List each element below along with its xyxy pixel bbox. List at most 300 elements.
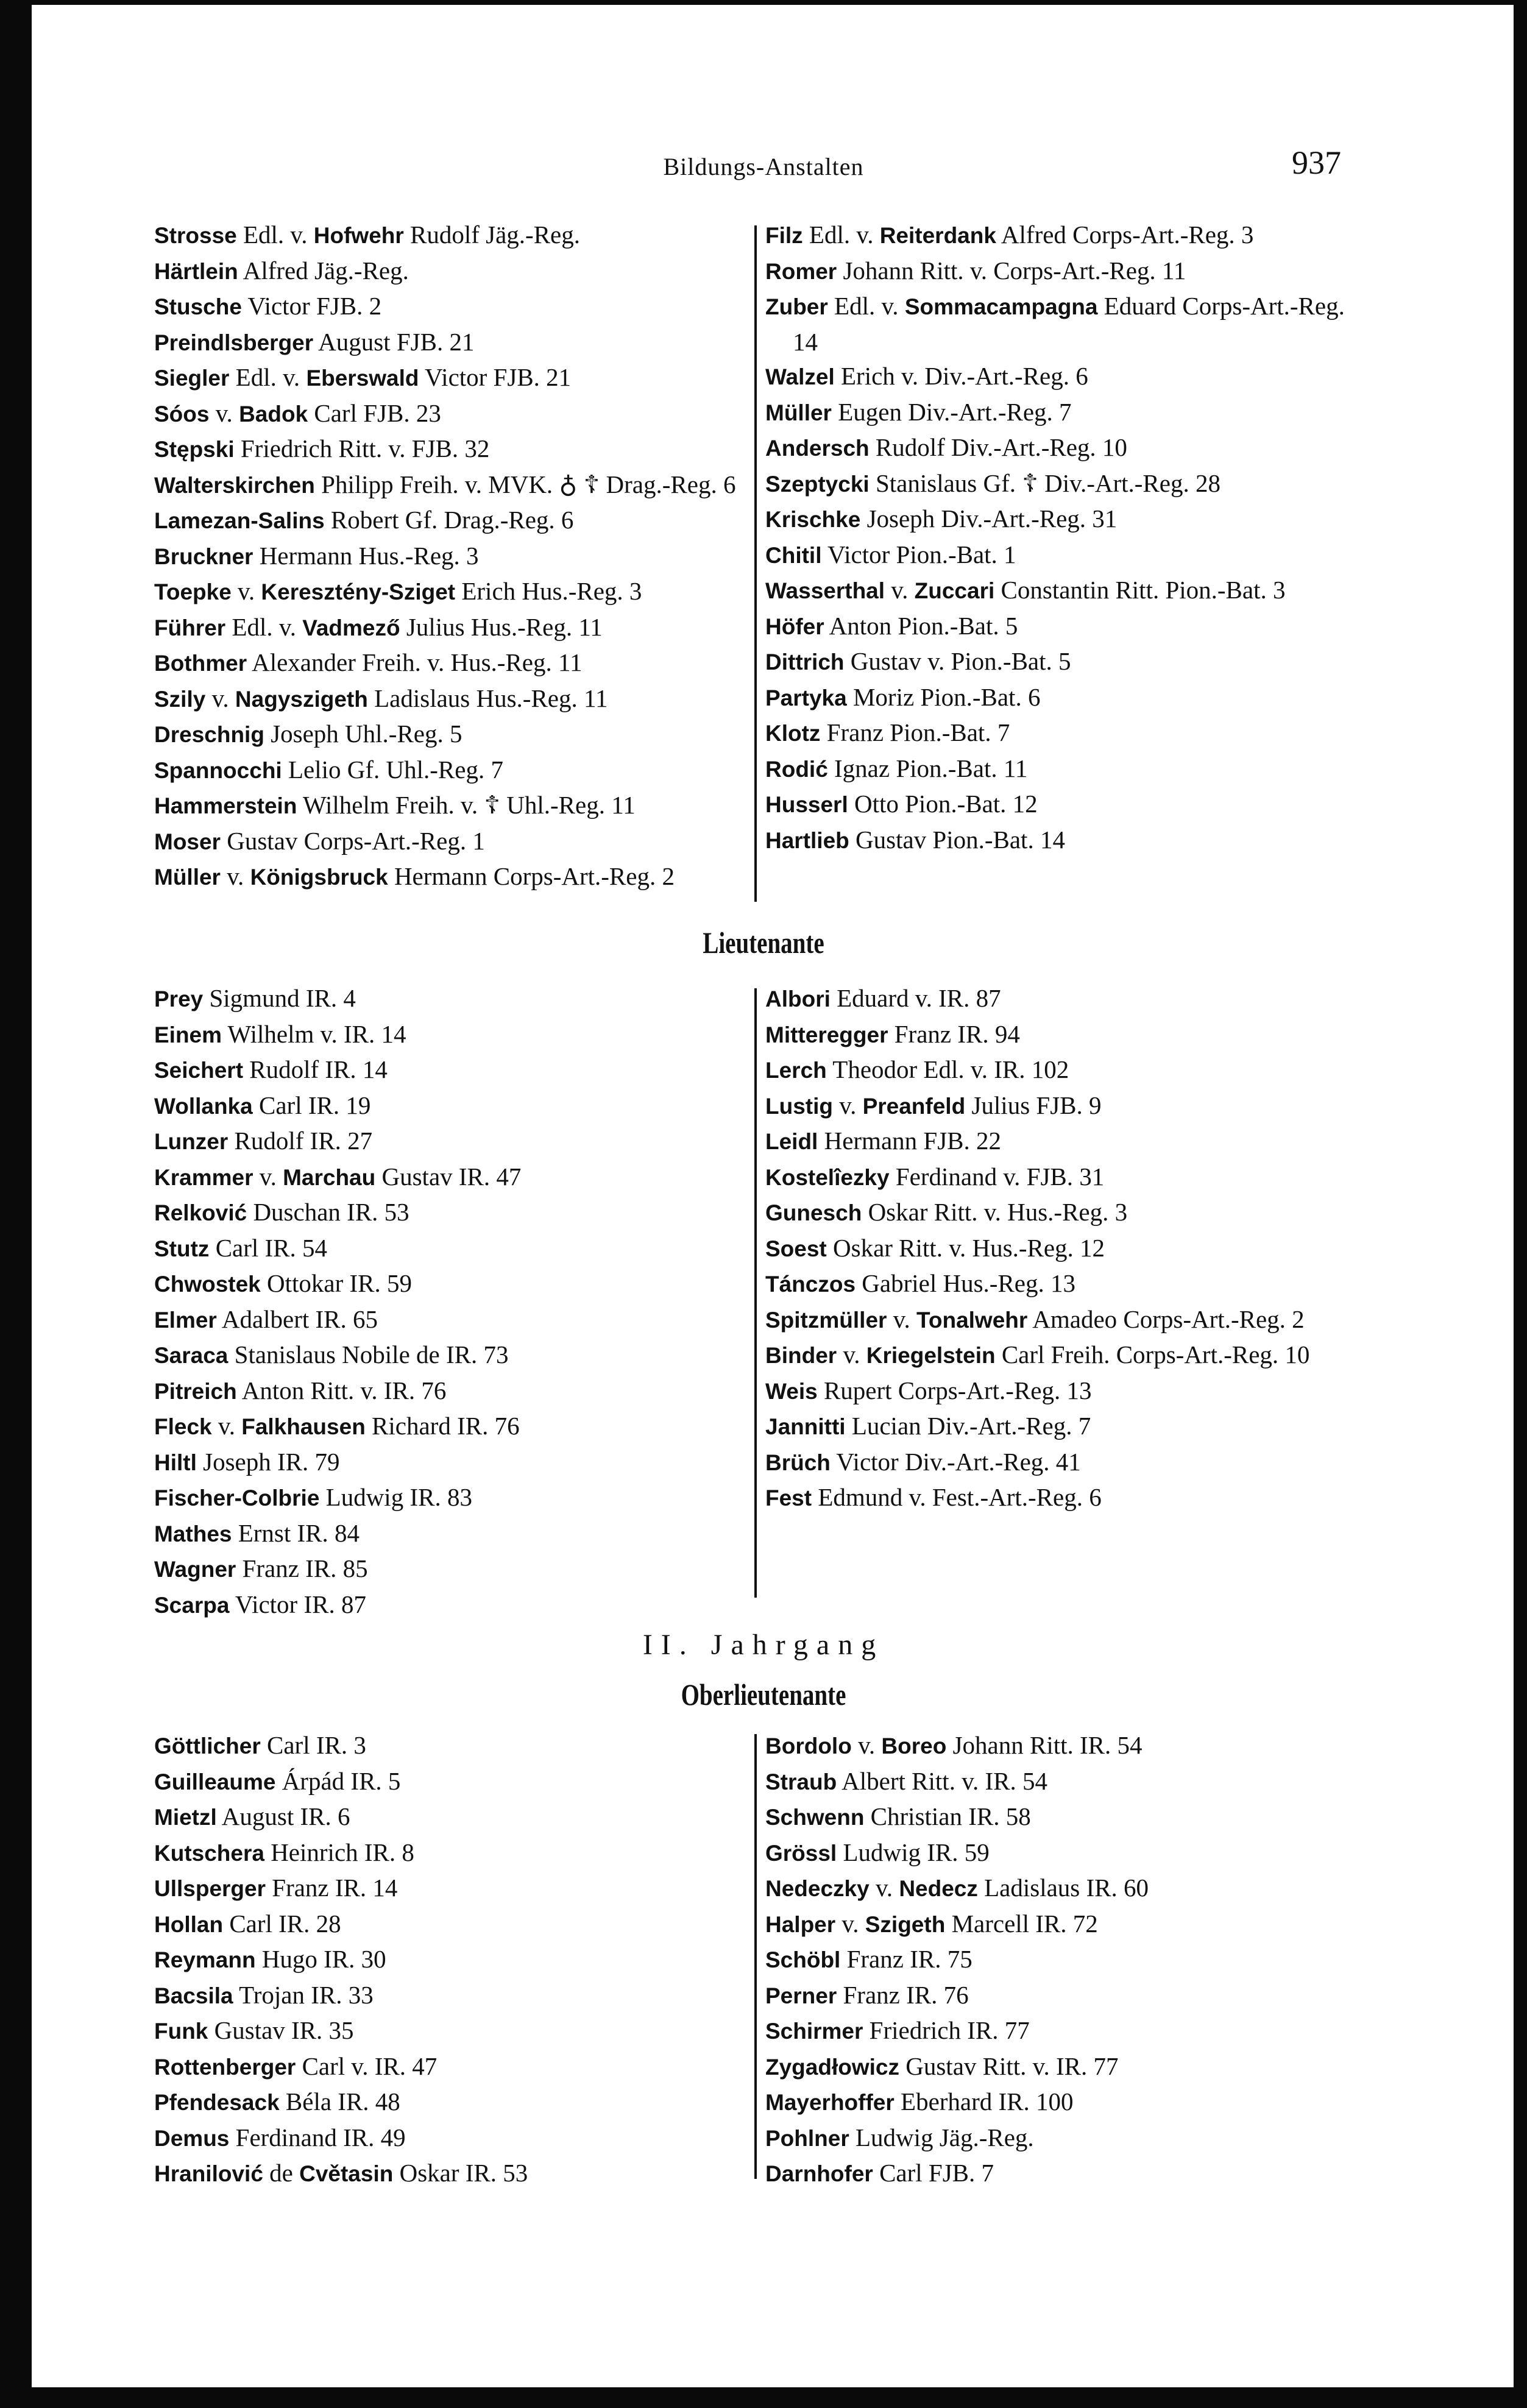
entry-surname: Sóos	[154, 401, 210, 427]
entry-surname: Siegler	[154, 366, 230, 391]
entry-details-2: Ladislaus IR. 60	[977, 1874, 1149, 1902]
entry-details-2: Carl Freih. Corps-Art.-Reg. 10	[995, 1340, 1310, 1369]
roster-entry	[765, 2156, 1369, 2192]
roster-entry	[154, 610, 751, 646]
entry-details: Trojan IR. 33	[233, 1980, 374, 2009]
roster-entry	[765, 1373, 1369, 1409]
entry-details: Rudolf IR. 27	[228, 1127, 373, 1155]
roster-entry	[765, 1409, 1369, 1445]
roster-entry	[154, 2120, 751, 2156]
roster-entry	[154, 1871, 751, 1907]
entry-predicate: Szigeth	[865, 1911, 946, 1937]
roster-entry	[154, 1017, 751, 1053]
entry-surname: Moser	[154, 829, 221, 854]
entry-surname: Reymann	[154, 1947, 256, 1972]
entry-details: Carl IR. 19	[252, 1091, 371, 1119]
roster-entry	[765, 1942, 1369, 1978]
roster-entry	[765, 537, 1369, 573]
entry-details: Otto Pion.-Bat. 12	[848, 790, 1038, 818]
entry-details: Wilhelm Freih. v. ☦ Uhl.-Reg. 11	[297, 791, 636, 819]
entry-details: Edl. v.	[827, 292, 905, 320]
entry-surname: Husserl	[765, 792, 848, 817]
entry-surname: Halper	[765, 1911, 836, 1937]
entry-surname: Chwostek	[154, 1272, 261, 1297]
entry-surname: Fleck	[154, 1414, 212, 1439]
roster-entry	[154, 467, 751, 503]
entry-details: Wilhelm v. IR. 14	[222, 1019, 406, 1048]
scan-border-bottom	[0, 2387, 1527, 2408]
roster-entry	[154, 1266, 751, 1302]
roster-entry	[154, 325, 751, 361]
entry-details: Alfred Jäg.-Reg.	[238, 256, 409, 285]
roster-entry	[765, 359, 1369, 395]
scan-border-right	[1514, 0, 1527, 2408]
entry-surname: Szily	[154, 686, 206, 712]
entry-details: v.	[209, 398, 239, 427]
roster-entry	[154, 218, 751, 253]
roster-entry	[765, 1160, 1369, 1195]
entry-surname: Schöbl	[765, 1947, 841, 1972]
entry-surname: Toepke	[154, 579, 232, 604]
entry-details: Carl FJB. 7	[873, 2159, 994, 2187]
entry-predicate: Hofwehr	[313, 223, 404, 248]
block2-right-column	[765, 981, 1369, 1516]
entry-surname: Filz	[765, 223, 803, 248]
roster-entry	[765, 253, 1369, 289]
entry-details: Carl IR. 54	[209, 1233, 328, 1262]
entry-details: Erich v. Div.-Art.-Reg. 6	[834, 362, 1088, 390]
roster-entry	[765, 823, 1369, 859]
entry-surname: Straub	[765, 1769, 837, 1794]
entry-surname: Mitteregger	[765, 1022, 888, 1047]
entry-details: Stanislaus Gf. ☦ Div.-Art.-Reg. 28	[869, 469, 1221, 497]
entry-details: Oskar Ritt. v. Hus.-Reg. 12	[826, 1233, 1105, 1262]
entry-details: v.	[851, 1731, 882, 1759]
entry-surname: Mayerhoffer	[765, 2090, 895, 2115]
entry-details-2: Alfred Corps-Art.-Reg. 3	[996, 221, 1254, 249]
entry-details: Hugo IR. 30	[255, 1945, 386, 1973]
column-divider-1	[754, 225, 757, 902]
entry-details-2: Gustav IR. 47	[375, 1162, 522, 1191]
entry-details: Friedrich IR. 77	[863, 2016, 1030, 2044]
entry-surname: Wollanka	[154, 1093, 253, 1119]
entry-surname: Dittrich	[765, 650, 845, 675]
entry-details: v.	[835, 1909, 865, 1938]
entry-details: Rudolf Div.-Art.-Reg. 10	[869, 433, 1127, 461]
entry-details: Rudolf IR. 14	[243, 1055, 388, 1083]
entry-details: Ottokar IR. 59	[260, 1269, 413, 1297]
entry-predicate: Preanfeld	[862, 1093, 966, 1119]
entry-surname: Einem	[154, 1022, 222, 1047]
entry-details: v.	[887, 1305, 917, 1333]
roster-entry	[765, 1871, 1369, 1907]
entry-predicate: Tonalwehr	[916, 1307, 1028, 1333]
entry-predicate: Marchau	[283, 1164, 376, 1190]
entry-details: August IR. 6	[216, 1802, 350, 1830]
roster-entry	[154, 1728, 751, 1764]
block1-right-column	[765, 218, 1369, 858]
entry-details: Victor Div.-Art.-Reg. 41	[830, 1447, 1081, 1476]
entry-details: Franz IR. 85	[236, 1554, 368, 1582]
entry-details: Ignaz Pion.-Bat. 11	[827, 754, 1028, 782]
entry-details: Ferdinand IR. 49	[229, 2123, 406, 2151]
entry-details: Oskar Ritt. v. Hus.-Reg. 3	[862, 1198, 1128, 1226]
entry-details: Franz Pion.-Bat. 7	[820, 718, 1010, 746]
roster-entry	[765, 1480, 1369, 1516]
entry-surname: Ullsperger	[154, 1876, 266, 1901]
entry-details: v.	[211, 1412, 242, 1440]
entry-details-2: Constantin Ritt. Pion.-Bat. 3	[994, 576, 1286, 604]
entry-details: Duschan IR. 53	[247, 1198, 409, 1226]
entry-details: Edl. v.	[236, 221, 314, 249]
entry-surname: Tánczos	[765, 1272, 856, 1297]
entry-surname: Prey	[154, 986, 204, 1011]
roster-entry	[154, 788, 751, 824]
page-number: 937	[1292, 144, 1341, 181]
entry-surname: Gunesch	[765, 1200, 862, 1225]
entry-surname: Romer	[765, 258, 837, 284]
scan-border-top	[0, 0, 1527, 5]
entry-surname: Wasserthal	[765, 578, 885, 603]
entry-surname: Hollan	[154, 1911, 224, 1937]
entry-details: Lucian Div.-Art.-Reg. 7	[845, 1412, 1091, 1440]
entry-surname: Kostelîezky	[765, 1164, 890, 1190]
entry-details: Johann Ritt. v. Corps-Art.-Reg. 11	[837, 256, 1186, 285]
roster-entry	[765, 218, 1369, 253]
entry-details: Franz IR. 76	[837, 1980, 969, 2009]
roster-entry	[154, 539, 751, 575]
entry-details: Stanislaus Nobile de IR. 73	[228, 1340, 509, 1369]
roster-entry	[765, 644, 1369, 680]
entry-details: v.	[231, 577, 261, 605]
roster-entry	[154, 396, 751, 432]
entry-surname: Guilleaume	[154, 1769, 276, 1794]
entry-details: v.	[220, 862, 250, 890]
roster-entry	[154, 1551, 751, 1587]
entry-details: Gustav Corps-Art.-Reg. 1	[220, 826, 485, 855]
entry-surname: Perner	[765, 1983, 837, 2008]
entry-surname: Demus	[154, 2125, 230, 2151]
roster-entry	[765, 573, 1369, 609]
entry-predicate: Sommacampagna	[904, 294, 1098, 319]
roster-entry	[765, 981, 1369, 1017]
roster-entry	[154, 717, 751, 752]
roster-entry	[765, 2084, 1369, 2120]
entry-surname: Fischer-Colbrie	[154, 1486, 320, 1510]
entry-details: Edl. v.	[225, 612, 303, 641]
roster-entry	[765, 1799, 1369, 1835]
roster-entry	[154, 1587, 751, 1623]
entry-details: v.	[253, 1162, 283, 1191]
entry-surname: Müller	[154, 865, 221, 890]
entry-surname: Stępski	[154, 437, 235, 462]
entry-details-2: Eduard Corps-Art.-Reg. 14	[793, 292, 1345, 356]
entry-predicate: Vadmező	[302, 615, 400, 640]
column-divider-2	[754, 988, 757, 1598]
entry-surname: Schirmer	[765, 2019, 863, 2044]
entry-details: Robert Gf. Drag.-Reg. 6	[324, 506, 574, 534]
roster-entry	[765, 1017, 1369, 1053]
entry-details: Franz IR. 75	[840, 1945, 973, 1973]
entry-details: de	[263, 2159, 300, 2187]
roster-entry	[154, 2156, 751, 2192]
entry-surname: Zygadłowicz	[765, 2054, 899, 2080]
entry-surname: Saraca	[154, 1343, 229, 1368]
roster-entry	[765, 609, 1369, 645]
entry-surname: Leidl	[765, 1129, 818, 1154]
entry-surname: Stutz	[154, 1236, 210, 1261]
entry-surname: Grössl	[765, 1840, 837, 1866]
entry-details: Philipp Freih. v. MVK. ♁ ☦ Drag.-Reg. 6	[314, 470, 736, 498]
entry-surname: Binder	[765, 1343, 837, 1368]
entry-details: Árpád IR. 5	[275, 1766, 401, 1795]
entry-details: Franz IR. 94	[888, 1019, 1020, 1048]
entry-details: Hermann FJB. 22	[818, 1127, 1001, 1155]
block2-left-column	[154, 981, 751, 1623]
entry-details: Moriz Pion.-Bat. 6	[846, 682, 1041, 711]
entry-surname: Hiltl	[154, 1450, 197, 1475]
roster-entry	[765, 2120, 1369, 2156]
entry-predicate: Boreo	[881, 1733, 947, 1758]
entry-surname: Dreschnig	[154, 722, 264, 747]
entry-surname: Strosse	[154, 223, 237, 248]
entry-predicate: Falkhausen	[241, 1414, 366, 1439]
column-divider-3	[754, 1734, 757, 2179]
entry-details: Anton Ritt. v. IR. 76	[236, 1376, 447, 1404]
roster-entry	[154, 289, 751, 325]
entry-surname: Pfendesack	[154, 2090, 280, 2115]
entry-predicate: Badok	[239, 401, 308, 427]
roster-entry	[154, 1337, 751, 1373]
entry-details: Gustav Ritt. v. IR. 77	[899, 2052, 1119, 2080]
roster-entry	[154, 1978, 751, 2014]
roster-entry	[154, 1942, 751, 1978]
entry-details-2: Amadeo Corps-Art.-Reg. 2	[1027, 1305, 1305, 1333]
entry-details: Béla IR. 48	[279, 2088, 400, 2116]
entry-surname: Fest	[765, 1486, 812, 1510]
entry-surname: Spannocchi	[154, 757, 282, 783]
entry-details: Hermann Hus.-Reg. 3	[253, 541, 479, 570]
entry-details: Anton Pion.-Bat. 5	[824, 611, 1018, 640]
entry-surname: Mathes	[154, 1521, 232, 1546]
roster-entry	[154, 1195, 751, 1231]
entry-surname: Lerch	[765, 1058, 827, 1083]
entry-surname: Walterskirchen	[154, 472, 315, 498]
roster-entry	[154, 1799, 751, 1835]
roster-entry	[765, 715, 1369, 751]
entry-details: Adalbert IR. 65	[216, 1305, 378, 1333]
section-heading-lieutenante: Lieutenante	[703, 926, 824, 960]
entry-details: Joseph Div.-Art.-Reg. 31	[860, 505, 1118, 533]
entry-details: Christian IR. 58	[864, 1802, 1031, 1830]
entry-surname: Lustig	[765, 1093, 833, 1119]
entry-surname: Szeptycki	[765, 471, 870, 497]
roster-entry	[765, 1231, 1369, 1267]
entry-predicate: Nedecz	[899, 1876, 978, 1901]
entry-surname: Lamezan-Salins	[154, 508, 325, 533]
roster-entry	[154, 859, 751, 895]
entry-details: Victor Pion.-Bat. 1	[821, 540, 1016, 568]
entry-surname: Bothmer	[154, 651, 247, 676]
entry-surname: Bacsila	[154, 1983, 233, 2008]
block1-left-column	[154, 218, 751, 895]
roster-entry	[154, 2084, 751, 2120]
entry-surname: Stusche	[154, 294, 242, 319]
section-heading-jahrgang: II. Jahrgang	[642, 1629, 885, 1661]
entry-surname: Nedeczky	[765, 1876, 870, 1901]
entry-details: Ludwig Jäg.-Reg.	[849, 2123, 1034, 2151]
entry-details: Joseph IR. 79	[196, 1447, 340, 1476]
roster-entry	[154, 1231, 751, 1267]
roster-entry	[765, 1907, 1369, 1942]
roster-entry	[154, 1124, 751, 1160]
entry-surname: Scarpa	[154, 1592, 230, 1618]
entry-surname: Krammer	[154, 1164, 253, 1190]
entry-details-2: Richard IR. 76	[365, 1412, 520, 1440]
entry-surname: Walzel	[765, 364, 835, 389]
entry-surname: Rottenberger	[154, 2054, 296, 2080]
entry-surname: Höfer	[765, 614, 824, 639]
entry-surname: Göttlicher	[154, 1733, 261, 1758]
entry-details: Carl IR. 3	[260, 1731, 366, 1759]
roster-entry	[765, 1835, 1369, 1871]
entry-surname: Pohlner	[765, 2125, 849, 2151]
roster-entry	[154, 253, 751, 289]
roster-entry	[154, 1160, 751, 1195]
roster-entry	[154, 1835, 751, 1871]
entry-surname: Krischke	[765, 507, 861, 532]
roster-entry	[154, 1409, 751, 1445]
entry-details: Gustav v. Pion.-Bat. 5	[844, 647, 1071, 675]
roster-entry	[765, 1337, 1369, 1373]
entry-surname: Funk	[154, 2019, 208, 2044]
entry-predicate: Eberswald	[306, 366, 419, 391]
entry-surname: Andersch	[765, 436, 870, 461]
entry-details: Ernst IR. 84	[232, 1518, 360, 1547]
entry-details: Carl v. IR. 47	[296, 2052, 438, 2080]
entry-surname: Darnhofer	[765, 2161, 873, 2186]
entry-surname: Bruckner	[154, 544, 253, 569]
entry-surname: Chitil	[765, 542, 822, 568]
entry-details: v.	[837, 1340, 866, 1369]
entry-details: Rupert Corps-Art.-Reg. 13	[817, 1376, 1092, 1404]
entry-details: Eugen Div.-Art.-Reg. 7	[831, 397, 1072, 426]
entry-details-2: Rudolf Jäg.-Reg.	[403, 221, 581, 249]
entry-surname: Schwenn	[765, 1805, 865, 1830]
entry-surname: Relković	[154, 1200, 247, 1225]
entry-details: Eduard v. IR. 87	[830, 984, 1001, 1012]
entry-predicate: Nagyszigeth	[235, 686, 368, 712]
entry-details: Ludwig IR. 83	[319, 1483, 472, 1511]
entry-surname: Mietzl	[154, 1805, 217, 1830]
entry-details-2: Julius Hus.-Reg. 11	[400, 612, 603, 641]
entry-details: Gustav Pion.-Bat. 14	[849, 825, 1065, 854]
block3-right-column	[765, 1728, 1369, 2192]
entry-details: v.	[885, 576, 915, 604]
entry-surname: Albori	[765, 986, 831, 1011]
roster-entry	[154, 1445, 751, 1481]
entry-predicate: Keresztény-Sziget	[261, 579, 456, 604]
roster-entry	[154, 824, 751, 860]
entry-predicate: Reiterdank	[879, 223, 996, 248]
roster-entry	[154, 2013, 751, 2049]
roster-entry	[765, 2049, 1369, 2085]
roster-entry	[154, 1480, 751, 1516]
entry-surname: Müller	[765, 400, 832, 425]
entry-surname: Hranilović	[154, 2161, 263, 2186]
roster-entry	[154, 752, 751, 788]
roster-entry	[765, 1088, 1369, 1124]
entry-details: Gabriel Hus.-Reg. 13	[856, 1269, 1075, 1297]
entry-predicate: Cvětasin	[299, 2161, 394, 2186]
entry-details-2: Ladislaus Hus.-Reg. 11	[367, 684, 608, 712]
entry-predicate: Zuccari	[914, 578, 995, 603]
roster-entry	[765, 466, 1369, 502]
roster-entry	[765, 1195, 1369, 1231]
roster-entry	[765, 751, 1369, 787]
roster-entry	[765, 1445, 1369, 1481]
entry-surname: Soest	[765, 1236, 827, 1261]
roster-entry	[765, 1302, 1369, 1338]
roster-entry	[154, 981, 751, 1017]
entry-details-2: Julius FJB. 9	[965, 1091, 1102, 1119]
roster-entry	[154, 503, 751, 539]
entry-details: Edl. v.	[229, 363, 306, 391]
section-heading-oberlieutenante: Oberlieutenante	[681, 1677, 846, 1712]
roster-entry	[154, 1373, 751, 1409]
entry-details-2: Erich Hus.-Reg. 3	[455, 577, 642, 605]
entry-surname: Härtlein	[154, 258, 238, 284]
roster-entry	[154, 1052, 751, 1088]
roster-entry	[765, 395, 1369, 431]
roster-entry	[154, 1516, 751, 1552]
roster-entry	[154, 1764, 751, 1800]
roster-entry	[765, 1764, 1369, 1800]
roster-entry	[765, 430, 1369, 466]
roster-entry	[765, 289, 1369, 359]
entry-details-2: Victor FJB. 21	[419, 363, 572, 391]
entry-predicate: Kriegelstein	[866, 1343, 996, 1368]
entry-details-2: Oskar IR. 53	[393, 2159, 528, 2187]
roster-entry	[154, 645, 751, 681]
entry-surname: Pitreich	[154, 1378, 237, 1404]
roster-entry	[765, 680, 1369, 716]
entry-details: Eberhard IR. 100	[894, 2088, 1074, 2116]
roster-entry	[154, 1302, 751, 1338]
entry-surname: Hammerstein	[154, 793, 297, 818]
roster-entry	[154, 431, 751, 467]
entry-details: Ferdinand v. FJB. 31	[889, 1162, 1105, 1191]
entry-details: Edmund v. Fest.-Art.-Reg. 6	[812, 1483, 1102, 1511]
entry-details: v.	[205, 684, 235, 712]
entry-details: Ludwig IR. 59	[837, 1838, 990, 1866]
entry-surname: Bordolo	[765, 1733, 852, 1758]
entry-details: Alexander Freih. v. Hus.-Reg. 11	[247, 648, 583, 676]
roster-entry	[154, 1088, 751, 1124]
entry-surname: Wagner	[154, 1557, 236, 1582]
entry-details: August FJB. 21	[313, 327, 475, 356]
entry-details-2: Hermann Corps-Art.-Reg. 2	[388, 862, 675, 890]
entry-surname: Partyka	[765, 685, 847, 710]
entry-surname: Lunzer	[154, 1129, 229, 1154]
roster-entry	[154, 681, 751, 717]
page-title: Bildungs-Anstalten	[663, 153, 864, 180]
entry-surname: Hartlieb	[765, 827, 849, 853]
entry-surname: Spitzmüller	[765, 1307, 887, 1333]
roster-entry	[154, 360, 751, 396]
entry-details: Edl. v.	[802, 221, 880, 249]
entry-details: Friedrich Ritt. v. FJB. 32	[234, 434, 490, 462]
